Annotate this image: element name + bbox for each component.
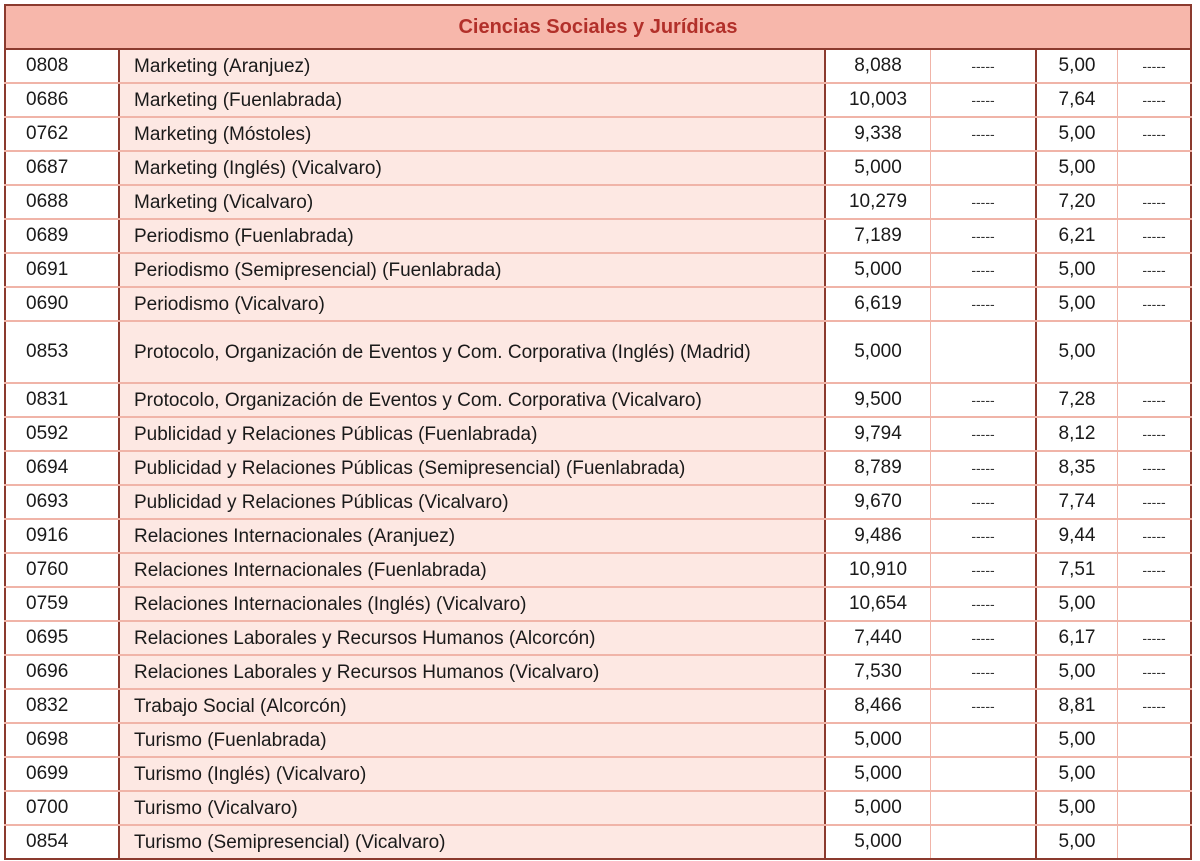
table-row xyxy=(5,417,1191,451)
code-cell: 0700 xyxy=(5,791,119,825)
dash-cell-1 xyxy=(931,757,1037,791)
table-row xyxy=(5,689,1191,723)
degree-name-cell: Marketing (Inglés) (Vicalvaro) xyxy=(119,151,825,185)
cut-off-grade-1-cell: 7,530 xyxy=(825,655,931,689)
dash-cell-1: ----- xyxy=(931,185,1037,219)
dash-cell-2 xyxy=(1118,723,1192,757)
cut-off-grade-2-cell: 6,21 xyxy=(1036,219,1118,253)
dash-cell-1: ----- xyxy=(931,621,1037,655)
dash-cell-1: ----- xyxy=(931,383,1037,417)
cut-off-grade-2-cell: 8,35 xyxy=(1036,451,1118,485)
dash-cell-1: ----- xyxy=(931,287,1037,321)
table-row xyxy=(5,50,1191,83)
dash-cell-1: ----- xyxy=(931,451,1037,485)
table-row xyxy=(5,519,1191,553)
cut-off-grade-2-cell: 5,00 xyxy=(1036,287,1118,321)
dash-cell-2: ----- xyxy=(1118,519,1192,553)
code-cell: 0688 xyxy=(5,185,119,219)
cut-off-grade-1-cell: 9,794 xyxy=(825,417,931,451)
cut-off-grade-1-cell: 5,000 xyxy=(825,151,931,185)
table-row xyxy=(5,117,1191,151)
dash-cell-2 xyxy=(1118,151,1192,185)
cut-off-grade-2-cell: 7,20 xyxy=(1036,185,1118,219)
dash-cell-1: ----- xyxy=(931,519,1037,553)
cut-off-grade-2-cell: 5,00 xyxy=(1036,151,1118,185)
cut-off-grade-2-cell: 7,64 xyxy=(1036,83,1118,117)
cut-off-grade-1-cell: 9,486 xyxy=(825,519,931,553)
table-row xyxy=(5,485,1191,519)
degree-name-cell: Trabajo Social (Alcorcón) xyxy=(119,689,825,723)
dash-cell-1 xyxy=(931,825,1037,859)
cut-off-grade-2-cell: 7,28 xyxy=(1036,383,1118,417)
code-cell: 0687 xyxy=(5,151,119,185)
table-row xyxy=(5,791,1191,825)
code-cell: 0695 xyxy=(5,621,119,655)
dash-cell-1 xyxy=(931,723,1037,757)
dash-cell-2 xyxy=(1118,825,1192,859)
degree-name-cell: Relaciones Laborales y Recursos Humanos (Vicalvaro) xyxy=(119,655,825,689)
dash-cell-1: ----- xyxy=(931,253,1037,287)
degree-name-cell: Periodismo (Fuenlabrada) xyxy=(119,219,825,253)
degree-name-cell: Publicidad y Relaciones Públicas (Fuenlabrada) xyxy=(119,417,825,451)
degree-name-cell: Protocolo, Organización de Eventos y Com. Corporativa (Vicalvaro) xyxy=(119,383,825,417)
dash-cell-1 xyxy=(931,151,1037,185)
cut-off-grade-2-cell: 5,00 xyxy=(1036,825,1118,859)
cut-off-grade-2-cell: 8,12 xyxy=(1036,417,1118,451)
degree-name-cell: Turismo (Semipresencial) (Vicalvaro) xyxy=(119,825,825,859)
degree-name-cell: Turismo (Vicalvaro) xyxy=(119,791,825,825)
degree-name-cell: Publicidad y Relaciones Públicas (Semipresencial) (Fuenlabrada) xyxy=(119,451,825,485)
code-cell: 0699 xyxy=(5,757,119,791)
code-cell: 0592 xyxy=(5,417,119,451)
grades-table-sheet xyxy=(4,4,1192,860)
table-row xyxy=(5,219,1191,253)
dash-cell-2: ----- xyxy=(1118,83,1192,117)
table-row xyxy=(5,321,1191,383)
code-cell: 0686 xyxy=(5,83,119,117)
dash-cell-2: ----- xyxy=(1118,219,1192,253)
cut-off-grade-1-cell: 6,619 xyxy=(825,287,931,321)
cut-off-grade-1-cell: 10,003 xyxy=(825,83,931,117)
cut-off-grade-2-cell: 9,44 xyxy=(1036,519,1118,553)
table-row xyxy=(5,383,1191,417)
code-cell: 0854 xyxy=(5,825,119,859)
code-cell: 0698 xyxy=(5,723,119,757)
dash-cell-1: ----- xyxy=(931,50,1037,83)
table-row xyxy=(5,655,1191,689)
code-cell: 0759 xyxy=(5,587,119,621)
table-row xyxy=(5,151,1191,185)
dash-cell-2: ----- xyxy=(1118,185,1192,219)
code-cell: 0808 xyxy=(5,50,119,83)
dash-cell-2 xyxy=(1118,321,1192,383)
cut-off-grade-1-cell: 8,466 xyxy=(825,689,931,723)
dash-cell-1: ----- xyxy=(931,587,1037,621)
degree-name-cell: Marketing (Vicalvaro) xyxy=(119,185,825,219)
cut-off-grade-1-cell: 9,338 xyxy=(825,117,931,151)
dash-cell-2: ----- xyxy=(1118,417,1192,451)
dash-cell-1: ----- xyxy=(931,219,1037,253)
dash-cell-1: ----- xyxy=(931,553,1037,587)
dash-cell-1 xyxy=(931,321,1037,383)
cut-off-grade-1-cell: 10,279 xyxy=(825,185,931,219)
degree-name-cell: Relaciones Internacionales (Inglés) (Vicalvaro) xyxy=(119,587,825,621)
dash-cell-2: ----- xyxy=(1118,621,1192,655)
table-row xyxy=(5,587,1191,621)
code-cell: 0690 xyxy=(5,287,119,321)
cut-off-grade-2-cell: 5,00 xyxy=(1036,757,1118,791)
code-cell: 0831 xyxy=(5,383,119,417)
cut-off-grade-1-cell: 5,000 xyxy=(825,321,931,383)
code-cell: 0689 xyxy=(5,219,119,253)
degree-name-cell: Publicidad y Relaciones Públicas (Vicalvaro) xyxy=(119,485,825,519)
dash-cell-2 xyxy=(1118,791,1192,825)
cut-off-grade-2-cell: 7,74 xyxy=(1036,485,1118,519)
dash-cell-1: ----- xyxy=(931,485,1037,519)
dash-cell-1: ----- xyxy=(931,417,1037,451)
code-cell: 0762 xyxy=(5,117,119,151)
table-row xyxy=(5,451,1191,485)
degree-name-cell: Turismo (Inglés) (Vicalvaro) xyxy=(119,757,825,791)
cut-off-grade-1-cell: 5,000 xyxy=(825,253,931,287)
code-cell: 0693 xyxy=(5,485,119,519)
cut-off-grade-2-cell: 5,00 xyxy=(1036,791,1118,825)
dash-cell-1: ----- xyxy=(931,689,1037,723)
dash-cell-2: ----- xyxy=(1118,50,1192,83)
code-cell: 0853 xyxy=(5,321,119,383)
table-row xyxy=(5,253,1191,287)
cut-off-grade-1-cell: 7,440 xyxy=(825,621,931,655)
dash-cell-2: ----- xyxy=(1118,689,1192,723)
dash-cell-2: ----- xyxy=(1118,451,1192,485)
degree-name-cell: Turismo (Fuenlabrada) xyxy=(119,723,825,757)
dash-cell-1: ----- xyxy=(931,117,1037,151)
cut-off-grade-2-cell: 6,17 xyxy=(1036,621,1118,655)
dash-cell-2: ----- xyxy=(1118,383,1192,417)
cut-off-grade-1-cell: 10,654 xyxy=(825,587,931,621)
cut-off-grade-1-cell: 9,670 xyxy=(825,485,931,519)
cut-off-grade-1-cell: 5,000 xyxy=(825,825,931,859)
dash-cell-2: ----- xyxy=(1118,655,1192,689)
cut-off-grade-2-cell: 5,00 xyxy=(1036,587,1118,621)
cut-off-grade-2-cell: 5,00 xyxy=(1036,723,1118,757)
cut-off-grade-1-cell: 10,910 xyxy=(825,553,931,587)
cut-off-grade-2-cell: 5,00 xyxy=(1036,50,1118,83)
dash-cell-2: ----- xyxy=(1118,553,1192,587)
degree-name-cell: Relaciones Internacionales (Fuenlabrada) xyxy=(119,553,825,587)
cut-off-grade-2-cell: 5,00 xyxy=(1036,655,1118,689)
dash-cell-2: ----- xyxy=(1118,253,1192,287)
table-row xyxy=(5,83,1191,117)
table-row xyxy=(5,621,1191,655)
cut-off-grade-1-cell: 9,500 xyxy=(825,383,931,417)
cut-off-grade-1-cell: 7,189 xyxy=(825,219,931,253)
degree-name-cell: Relaciones Internacionales (Aranjuez) xyxy=(119,519,825,553)
table-row xyxy=(5,287,1191,321)
degree-name-cell: Periodismo (Semipresencial) (Fuenlabrada) xyxy=(119,253,825,287)
dash-cell-1: ----- xyxy=(931,655,1037,689)
dash-cell-1: ----- xyxy=(931,83,1037,117)
cut-off-grade-1-cell: 5,000 xyxy=(825,757,931,791)
dash-cell-2: ----- xyxy=(1118,117,1192,151)
dash-cell-1 xyxy=(931,791,1037,825)
cut-off-grade-2-cell: 8,81 xyxy=(1036,689,1118,723)
table-row xyxy=(5,723,1191,757)
cut-off-grade-1-cell: 8,088 xyxy=(825,50,931,83)
cut-off-grade-1-cell: 8,789 xyxy=(825,451,931,485)
cut-off-grade-1-cell: 5,000 xyxy=(825,791,931,825)
code-cell: 0694 xyxy=(5,451,119,485)
dash-cell-2 xyxy=(1118,587,1192,621)
degree-name-cell: Marketing (Móstoles) xyxy=(119,117,825,151)
cut-off-grade-2-cell: 7,51 xyxy=(1036,553,1118,587)
code-cell: 0696 xyxy=(5,655,119,689)
dash-cell-2 xyxy=(1118,757,1192,791)
cut-off-grade-2-cell: 5,00 xyxy=(1036,321,1118,383)
cut-off-grade-1-cell: 5,000 xyxy=(825,723,931,757)
code-cell: 0916 xyxy=(5,519,119,553)
table-row xyxy=(5,757,1191,791)
grades-table xyxy=(4,50,1192,860)
table-row xyxy=(5,553,1191,587)
cut-off-grade-2-cell: 5,00 xyxy=(1036,253,1118,287)
degree-name-cell: Relaciones Laborales y Recursos Humanos (Alcorcón) xyxy=(119,621,825,655)
degree-name-cell: Periodismo (Vicalvaro) xyxy=(119,287,825,321)
degree-name-cell: Marketing (Aranjuez) xyxy=(119,50,825,83)
code-cell: 0760 xyxy=(5,553,119,587)
dash-cell-2: ----- xyxy=(1118,485,1192,519)
table-row xyxy=(5,185,1191,219)
dash-cell-2: ----- xyxy=(1118,287,1192,321)
section-title: Ciencias Sociales y Jurídicas xyxy=(4,4,1192,50)
code-cell: 0691 xyxy=(5,253,119,287)
code-cell: 0832 xyxy=(5,689,119,723)
cut-off-grade-2-cell: 5,00 xyxy=(1036,117,1118,151)
degree-name-cell: Marketing (Fuenlabrada) xyxy=(119,83,825,117)
table-row xyxy=(5,825,1191,859)
degree-name-cell: Protocolo, Organización de Eventos y Com. Corporativa (Inglés) (Madrid) xyxy=(119,321,825,383)
